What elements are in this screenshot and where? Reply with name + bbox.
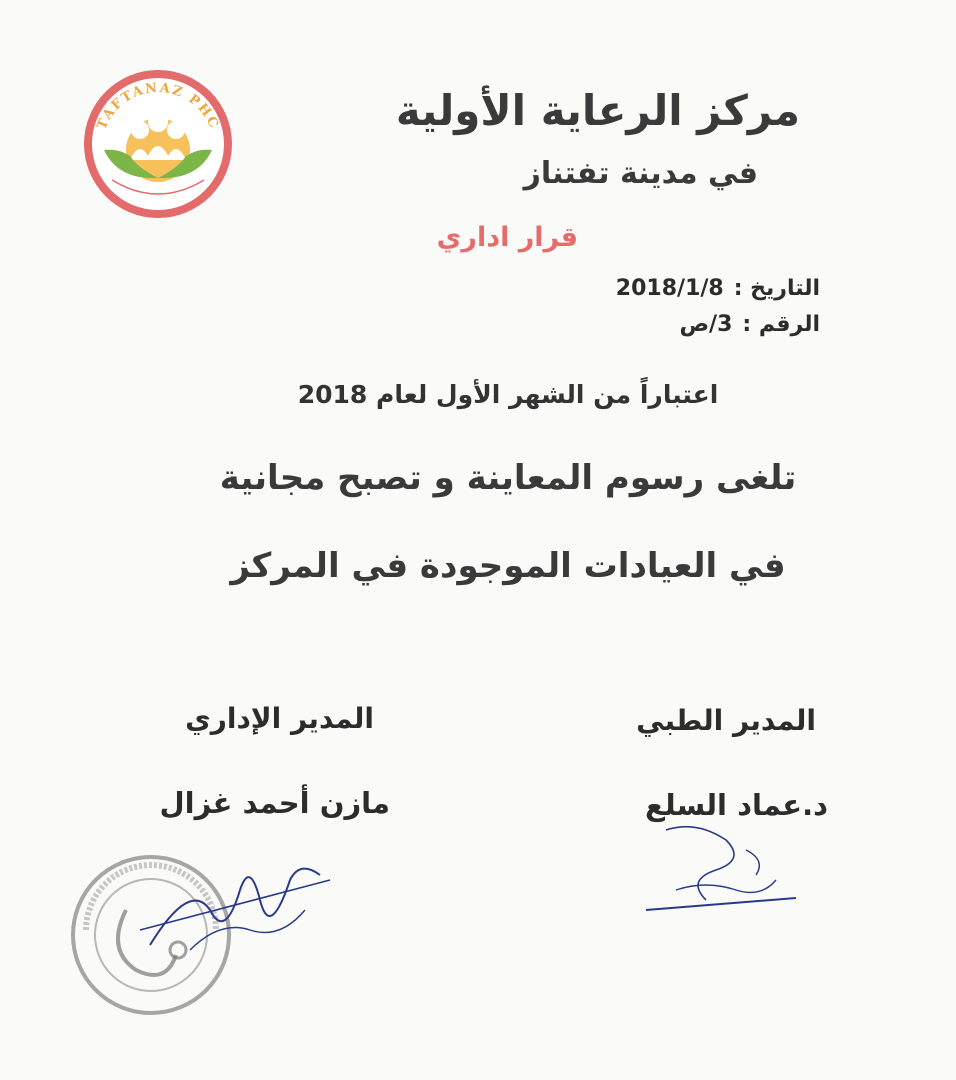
medical-director-title: المدير الطبي — [636, 704, 816, 737]
logo-text: TAFTANAZ PHC — [94, 80, 222, 132]
admin-signature — [130, 850, 350, 960]
center-title: مركز الرعاية الأولية — [395, 86, 800, 135]
number-label: الرقم : — [742, 312, 820, 337]
date-label: التاريخ : — [733, 276, 820, 301]
medical-director-name: د.عماد السلع — [644, 788, 828, 822]
decision-heading: قرار اداري — [436, 222, 578, 253]
admin-director-name: مازن أحمد غزال — [159, 786, 390, 820]
city-subtitle: في مدينة تفتناز — [523, 156, 758, 191]
admin-director-title: المدير الإداري — [185, 702, 374, 735]
number-value: 3/ص — [679, 312, 733, 337]
fees-cancelled-line: تلغى رسوم المعاينة و تصبح مجانية — [219, 458, 797, 498]
effective-date-line: اعتباراً من الشهر الأول لعام 2018 — [297, 380, 719, 409]
clinics-line: في العيادات الموجودة في المركز — [230, 546, 786, 586]
taftanaz-phc-logo — [78, 68, 238, 220]
number-row — [679, 312, 820, 337]
date-row — [616, 276, 820, 301]
medical-signature — [636, 820, 806, 930]
date-value: 2018/1/8 — [615, 276, 724, 301]
